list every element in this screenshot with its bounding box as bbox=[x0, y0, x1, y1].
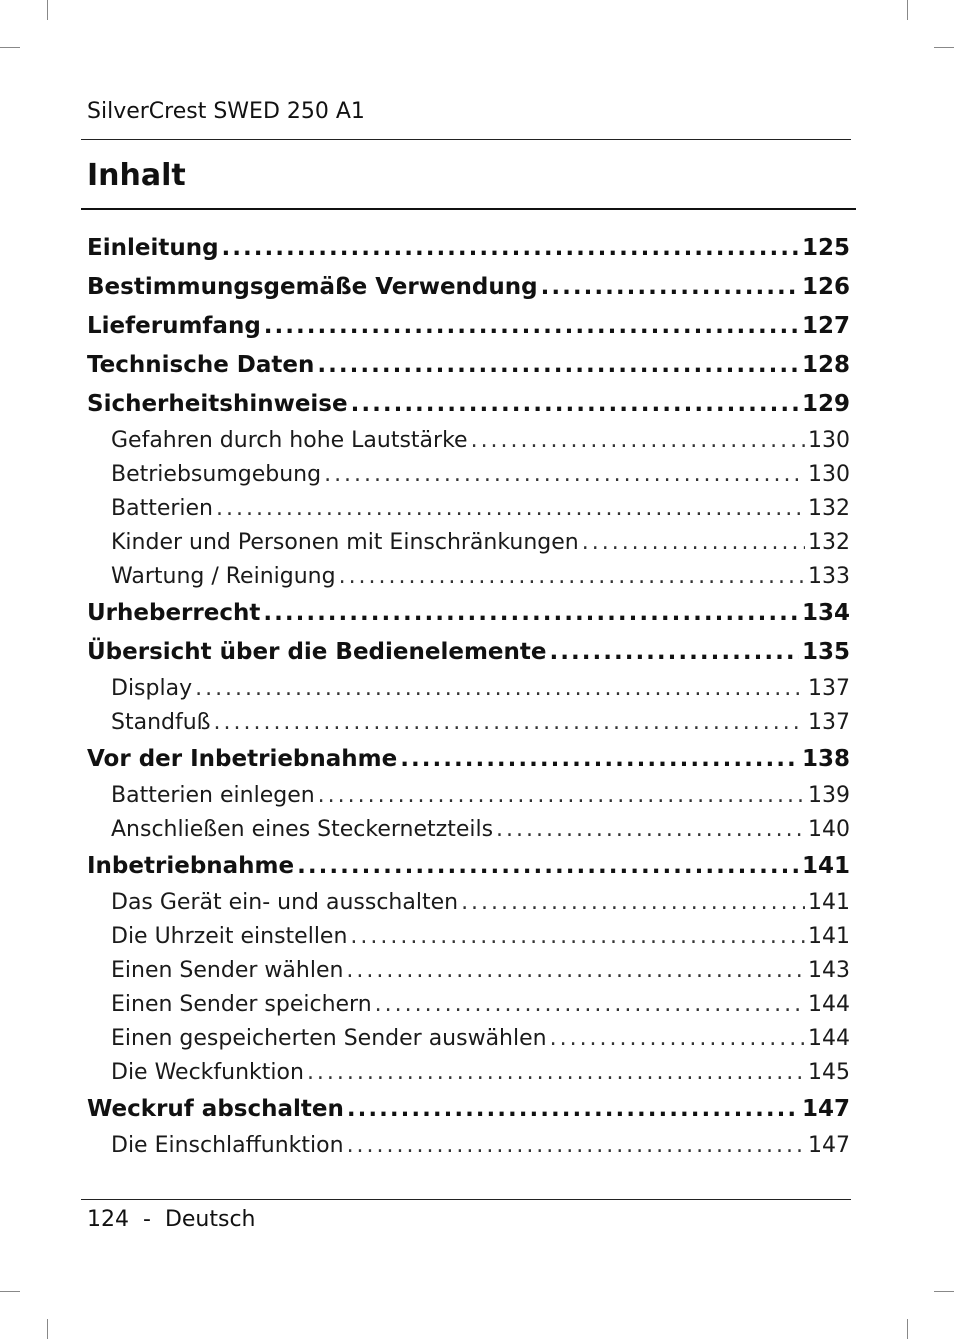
toc-entry-page: 132 bbox=[808, 496, 850, 521]
toc-chapter-entry[interactable] bbox=[87, 1090, 850, 1129]
toc-chapter-entry[interactable] bbox=[87, 346, 850, 385]
toc-section-entry[interactable] bbox=[87, 458, 850, 492]
footer-page-number: 124 bbox=[87, 1207, 129, 1232]
toc-entry-label: Das Gerät ein- und ausschalten bbox=[111, 890, 459, 915]
toc-section-entry[interactable] bbox=[87, 492, 850, 526]
toc-entry-label: Übersicht über die Bedienelemente bbox=[87, 639, 547, 665]
toc-entry-page: 130 bbox=[808, 428, 850, 453]
footer-separator: - bbox=[143, 1207, 151, 1232]
title-rule bbox=[81, 208, 856, 210]
toc-section-entry[interactable] bbox=[87, 886, 850, 920]
toc-entry-page: 145 bbox=[808, 1060, 850, 1085]
toc-entry-page: 129 bbox=[801, 391, 850, 417]
toc-entry-label: Sicherheitshinweise bbox=[87, 391, 348, 417]
toc-dot-leader bbox=[461, 886, 805, 920]
toc-entry-label: Betriebsumgebung bbox=[111, 462, 322, 487]
toc-section-entry[interactable] bbox=[87, 706, 850, 740]
toc-chapter-entry[interactable] bbox=[87, 385, 850, 424]
toc-entry-label: Standfuß bbox=[111, 710, 211, 735]
toc-entry-page: 147 bbox=[801, 1096, 850, 1122]
toc-chapter-entry[interactable] bbox=[87, 594, 850, 633]
table-of-contents bbox=[87, 229, 850, 1163]
toc-section-entry[interactable] bbox=[87, 526, 850, 560]
toc-dot-leader bbox=[582, 526, 805, 560]
toc-dot-leader bbox=[347, 1129, 805, 1163]
toc-entry-label: Lieferumfang bbox=[87, 313, 261, 339]
toc-dot-leader bbox=[222, 229, 799, 268]
toc-entry-page: 141 bbox=[808, 924, 850, 949]
toc-entry-page: 133 bbox=[808, 564, 850, 589]
toc-dot-leader bbox=[375, 988, 805, 1022]
page-title: Inhalt bbox=[87, 158, 186, 193]
toc-dot-leader bbox=[471, 424, 805, 458]
toc-entry-page: 137 bbox=[808, 676, 850, 701]
toc-section-entry[interactable] bbox=[87, 954, 850, 988]
toc-section-entry[interactable] bbox=[87, 988, 850, 1022]
toc-dot-leader bbox=[346, 954, 805, 988]
crop-mark bbox=[934, 47, 954, 48]
toc-entry-label: Weckruf abschalten bbox=[87, 1096, 344, 1122]
footer-language: Deutsch bbox=[164, 1207, 256, 1232]
toc-entry-page: 138 bbox=[801, 746, 850, 772]
toc-chapter-entry[interactable] bbox=[87, 847, 850, 886]
toc-entry-label: Kinder und Personen mit Einschränkungen bbox=[111, 530, 579, 555]
toc-section-entry[interactable] bbox=[87, 672, 850, 706]
toc-dot-leader bbox=[307, 1056, 805, 1090]
toc-chapter-entry[interactable] bbox=[87, 740, 850, 779]
toc-entry-page: 127 bbox=[801, 313, 850, 339]
crop-mark bbox=[0, 1291, 20, 1292]
toc-entry-label: Einleitung bbox=[87, 235, 219, 261]
toc-entry-page: 134 bbox=[801, 600, 850, 626]
toc-dot-leader bbox=[347, 1090, 799, 1129]
toc-dot-leader bbox=[318, 779, 805, 813]
toc-entry-page: 128 bbox=[801, 352, 850, 378]
toc-chapter-entry[interactable] bbox=[87, 268, 850, 307]
toc-chapter-entry[interactable] bbox=[87, 633, 850, 672]
toc-entry-page: 126 bbox=[801, 274, 850, 300]
toc-entry-label: Anschließen eines Steckernetzteils bbox=[111, 817, 494, 842]
toc-section-entry[interactable] bbox=[87, 920, 850, 954]
toc-dot-leader bbox=[324, 458, 805, 492]
toc-entry-label: Gefahren durch hohe Lautstärke bbox=[111, 428, 468, 453]
toc-entry-label: Batterien einlegen bbox=[111, 783, 315, 808]
toc-dot-leader bbox=[263, 594, 799, 633]
toc-dot-leader bbox=[214, 706, 805, 740]
toc-section-entry[interactable] bbox=[87, 560, 850, 594]
toc-entry-page: 125 bbox=[801, 235, 850, 261]
toc-entry-page: 132 bbox=[808, 530, 850, 555]
toc-dot-leader bbox=[195, 672, 805, 706]
header-rule bbox=[81, 139, 851, 140]
toc-entry-label: Wartung / Reinigung bbox=[111, 564, 336, 589]
toc-entry-label: Urheberrecht bbox=[87, 600, 261, 626]
crop-mark bbox=[47, 0, 48, 20]
toc-entry-page: 140 bbox=[808, 817, 850, 842]
toc-entry-label: Die Weckfunktion bbox=[111, 1060, 304, 1085]
toc-entry-page: 141 bbox=[808, 890, 850, 915]
toc-entry-label: Einen Sender speichern bbox=[111, 992, 372, 1017]
toc-entry-label: Batterien bbox=[111, 496, 213, 521]
toc-section-entry[interactable] bbox=[87, 424, 850, 458]
toc-dot-leader bbox=[351, 385, 799, 424]
toc-dot-leader bbox=[339, 560, 805, 594]
toc-entry-label: Einen Sender wählen bbox=[111, 958, 344, 983]
toc-dot-leader bbox=[400, 740, 799, 779]
crop-mark bbox=[934, 1291, 954, 1292]
running-header: SilverCrest SWED 250 A1 bbox=[87, 99, 365, 124]
toc-section-entry[interactable] bbox=[87, 779, 850, 813]
toc-entry-page: 141 bbox=[801, 853, 850, 879]
toc-dot-leader bbox=[541, 268, 799, 307]
toc-chapter-entry[interactable] bbox=[87, 307, 850, 346]
toc-entry-page: 144 bbox=[808, 1026, 850, 1051]
toc-entry-page: 147 bbox=[808, 1133, 850, 1158]
crop-mark bbox=[907, 1319, 908, 1339]
toc-entry-label: Einen gespeicherten Sender auswählen bbox=[111, 1026, 547, 1051]
toc-dot-leader bbox=[550, 1022, 805, 1056]
toc-dot-leader bbox=[297, 847, 799, 886]
toc-section-entry[interactable] bbox=[87, 813, 850, 847]
toc-chapter-entry[interactable] bbox=[87, 229, 850, 268]
page-footer bbox=[87, 1207, 256, 1232]
toc-entry-label: Technische Daten bbox=[87, 352, 315, 378]
toc-section-entry[interactable] bbox=[87, 1129, 850, 1163]
toc-entry-page: 144 bbox=[808, 992, 850, 1017]
footer-rule bbox=[81, 1199, 851, 1200]
toc-section-entry[interactable] bbox=[87, 1056, 850, 1090]
toc-entry-page: 143 bbox=[808, 958, 850, 983]
toc-dot-leader bbox=[350, 920, 805, 954]
toc-entry-label: Die Uhrzeit einstellen bbox=[111, 924, 348, 949]
toc-dot-leader bbox=[549, 633, 799, 672]
toc-entry-page: 130 bbox=[808, 462, 850, 487]
toc-dot-leader bbox=[317, 346, 799, 385]
toc-entry-label: Die Einschlaffunktion bbox=[111, 1133, 344, 1158]
crop-mark bbox=[47, 1319, 48, 1339]
crop-mark bbox=[907, 0, 908, 20]
toc-section-entry[interactable] bbox=[87, 1022, 850, 1056]
toc-dot-leader bbox=[216, 492, 805, 526]
toc-entry-label: Inbetriebnahme bbox=[87, 853, 295, 879]
toc-entry-label: Bestimmungsgemäße Verwendung bbox=[87, 274, 538, 300]
toc-dot-leader bbox=[496, 813, 805, 847]
toc-entry-page: 135 bbox=[801, 639, 850, 665]
toc-entry-label: Vor der Inbetriebnahme bbox=[87, 746, 398, 772]
toc-entry-label: Display bbox=[111, 676, 193, 701]
crop-mark bbox=[0, 47, 20, 48]
toc-entry-page: 137 bbox=[808, 710, 850, 735]
toc-dot-leader bbox=[264, 307, 799, 346]
toc-entry-page: 139 bbox=[808, 783, 850, 808]
